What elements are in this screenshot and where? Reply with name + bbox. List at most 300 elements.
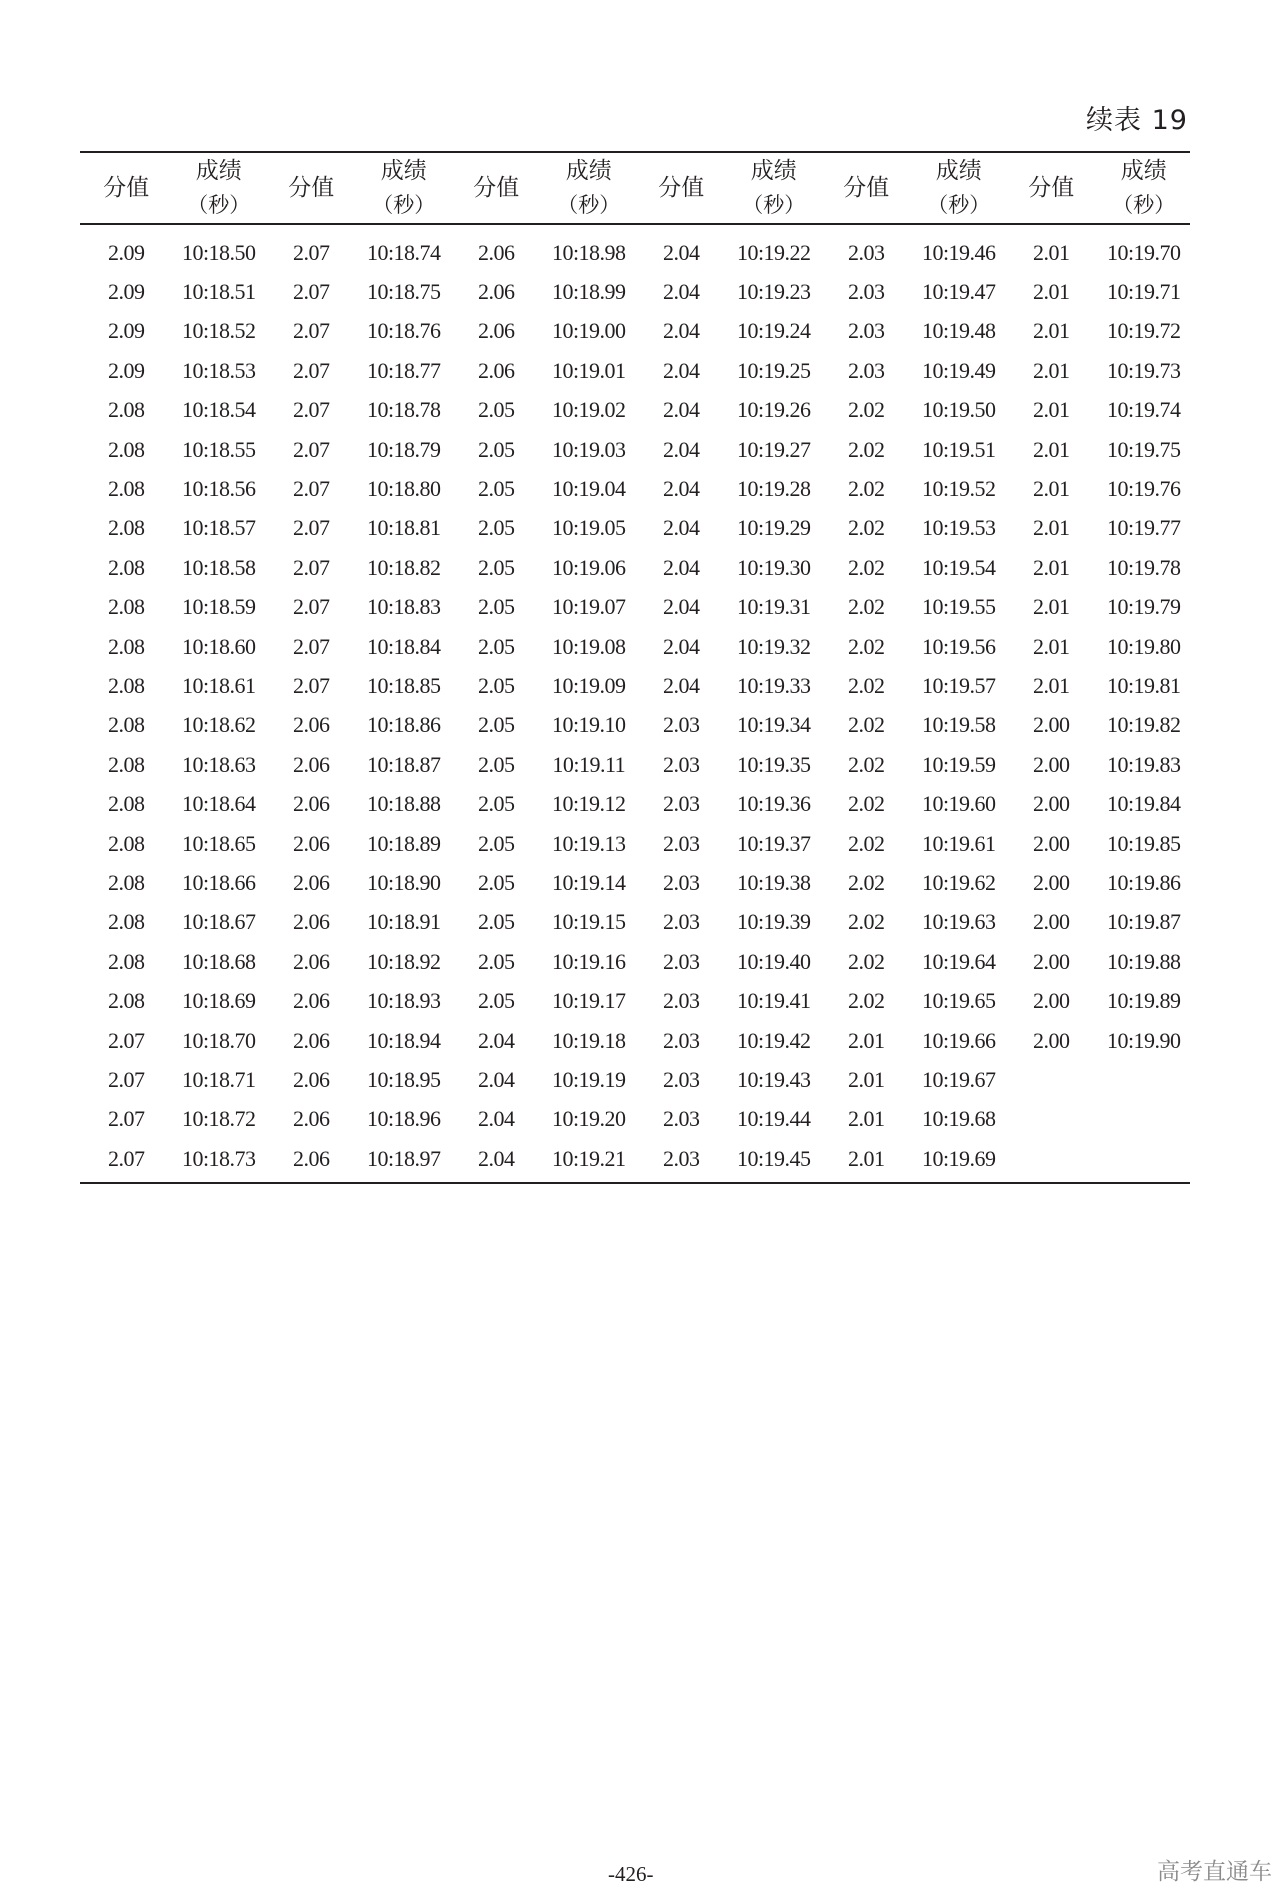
score-cell: 2.08 (108, 436, 145, 462)
score-cell: 2.03 (663, 869, 700, 895)
score-cell: 2.06 (293, 1145, 330, 1171)
time-cell: 10:18.71 (181, 1066, 256, 1092)
table-row (80, 863, 1190, 902)
table-row (80, 1139, 1190, 1183)
score-cell: 2.04 (663, 357, 700, 383)
score-cell: 2.05 (478, 594, 515, 620)
score-cell: 2.05 (478, 436, 515, 462)
score-cell: 2.07 (293, 672, 330, 698)
score-cell: 2.08 (108, 672, 145, 698)
time-cell: 10:19.55 (921, 594, 996, 620)
time-cell: 10:19.57 (921, 672, 996, 698)
time-cell: 10:19.83 (1106, 751, 1181, 777)
score-cell: 2.06 (293, 751, 330, 777)
time-cell: 10:19.67 (921, 1066, 996, 1092)
header-unit: （秒） (372, 193, 436, 217)
score-cell: 2.07 (293, 554, 330, 580)
time-cell (1098, 1139, 1191, 1183)
time-cell: 10:18.52 (181, 318, 256, 344)
header-score (80, 152, 173, 224)
time-cell: 10:19.64 (921, 948, 996, 974)
score-cell: 2.07 (293, 318, 330, 344)
time-cell: 10:18.65 (181, 830, 256, 856)
time-cell: 10:18.76 (366, 318, 441, 344)
score-cell: 2.00 (1033, 712, 1070, 738)
header-label: 成绩 (380, 158, 427, 184)
time-cell: 10:19.47 (921, 279, 996, 305)
score-cell: 2.04 (663, 318, 700, 344)
time-cell: 10:19.75 (1106, 436, 1181, 462)
table-row (80, 706, 1190, 745)
time-cell: 10:19.35 (736, 751, 811, 777)
score-cell: 2.04 (663, 239, 700, 265)
score-cell: 2.03 (663, 712, 700, 738)
score-cell: 2.02 (848, 476, 885, 502)
time-cell: 10:19.61 (921, 830, 996, 856)
score-cell: 2.05 (478, 397, 515, 423)
score-cell: 2.07 (293, 357, 330, 383)
header-label: 分值 (658, 175, 705, 201)
score-cell: 2.00 (1033, 830, 1070, 856)
table-row (80, 272, 1190, 311)
score-cell: 2.07 (293, 515, 330, 541)
table-row (80, 666, 1190, 705)
table-row (80, 1100, 1190, 1139)
time-cell: 10:19.28 (736, 476, 811, 502)
header-label: 分值 (1028, 175, 1075, 201)
time-cell: 10:19.16 (551, 948, 626, 974)
header-time (173, 152, 266, 224)
score-cell: 2.05 (478, 909, 515, 935)
score-cell: 2.01 (1033, 594, 1070, 620)
time-cell: 10:18.68 (181, 948, 256, 974)
score-cell: 2.04 (663, 436, 700, 462)
score-cell: 2.08 (108, 633, 145, 659)
time-cell: 10:19.40 (736, 948, 811, 974)
score-cell: 2.01 (1033, 436, 1070, 462)
score-cell: 2.03 (663, 830, 700, 856)
score-cell: 2.01 (848, 1027, 885, 1053)
time-cell: 10:19.50 (921, 397, 996, 423)
time-cell: 10:18.94 (366, 1027, 441, 1053)
score-cell: 2.05 (478, 830, 515, 856)
time-cell: 10:19.49 (921, 357, 996, 383)
header-label: 成绩 (750, 158, 797, 184)
time-cell: 10:18.72 (181, 1106, 256, 1132)
time-cell: 10:18.87 (366, 751, 441, 777)
time-cell: 10:19.48 (921, 318, 996, 344)
time-cell: 10:18.86 (366, 712, 441, 738)
time-cell: 10:19.59 (921, 751, 996, 777)
table-row (80, 224, 1190, 272)
score-cell: 2.02 (848, 869, 885, 895)
score-cell: 2.07 (108, 1106, 145, 1132)
time-cell: 10:19.26 (736, 397, 811, 423)
time-cell: 10:19.19 (551, 1066, 626, 1092)
time-cell: 10:19.45 (736, 1145, 811, 1171)
score-cell: 2.00 (1033, 751, 1070, 777)
time-cell: 10:19.73 (1106, 357, 1181, 383)
time-cell: 10:18.74 (366, 239, 441, 265)
score-cell: 2.07 (293, 594, 330, 620)
score-cell: 2.06 (478, 318, 515, 344)
score-cell: 2.03 (663, 1106, 700, 1132)
time-cell: 10:18.91 (366, 909, 441, 935)
score-cell: 2.07 (293, 476, 330, 502)
score-cell: 2.04 (478, 1066, 515, 1092)
score-cell: 2.05 (478, 672, 515, 698)
time-cell: 10:18.81 (366, 515, 441, 541)
header-unit: （秒） (557, 193, 621, 217)
score-cell: 2.03 (663, 1145, 700, 1171)
score-cell: 2.03 (848, 318, 885, 344)
table-row (80, 469, 1190, 508)
score-cell: 2.01 (1033, 633, 1070, 659)
header-score (450, 152, 543, 224)
time-cell: 10:19.37 (736, 830, 811, 856)
time-cell: 10:19.87 (1106, 909, 1181, 935)
time-cell: 10:19.14 (551, 869, 626, 895)
header-label: 成绩 (935, 158, 982, 184)
score-cell: 2.06 (293, 830, 330, 856)
time-cell: 10:19.72 (1106, 318, 1181, 344)
score-cell: 2.06 (293, 712, 330, 738)
score-cell: 2.01 (1033, 239, 1070, 265)
score-cell: 2.09 (108, 239, 145, 265)
header-label: 分值 (103, 175, 150, 201)
time-cell: 10:18.95 (366, 1066, 441, 1092)
time-cell: 10:18.83 (366, 594, 441, 620)
score-cell: 2.05 (478, 948, 515, 974)
score-cell: 2.07 (293, 279, 330, 305)
table-row (80, 903, 1190, 942)
score-cell: 2.09 (108, 318, 145, 344)
score-cell: 2.02 (848, 633, 885, 659)
score-cell: 2.07 (108, 1027, 145, 1053)
time-cell: 10:19.58 (921, 712, 996, 738)
header-time (543, 152, 636, 224)
header-unit: （秒） (187, 193, 251, 217)
score-cell: 2.07 (108, 1066, 145, 1092)
time-cell: 10:18.88 (366, 791, 441, 817)
score-cell: 2.02 (848, 397, 885, 423)
time-cell: 10:18.56 (181, 476, 256, 502)
time-cell: 10:19.80 (1106, 633, 1181, 659)
table-row (80, 824, 1190, 863)
time-cell: 10:18.60 (181, 633, 256, 659)
score-cell: 2.04 (663, 633, 700, 659)
table-caption: 续表 19 (1086, 105, 1188, 136)
score-cell: 2.06 (293, 988, 330, 1014)
time-cell: 10:19.02 (551, 397, 626, 423)
time-cell: 10:18.73 (181, 1145, 256, 1171)
time-cell: 10:19.54 (921, 554, 996, 580)
time-cell: 10:19.15 (551, 909, 626, 935)
score-cell: 2.03 (848, 279, 885, 305)
score-cell: 2.05 (478, 791, 515, 817)
time-cell: 10:19.27 (736, 436, 811, 462)
time-cell: 10:19.30 (736, 554, 811, 580)
time-cell: 10:19.63 (921, 909, 996, 935)
time-cell: 10:19.56 (921, 633, 996, 659)
time-cell: 10:18.98 (551, 239, 626, 265)
table-row (80, 627, 1190, 666)
table-row (80, 981, 1190, 1020)
score-cell: 2.01 (1033, 515, 1070, 541)
time-cell: 10:18.58 (181, 554, 256, 580)
header-score (820, 152, 913, 224)
time-cell: 10:18.69 (181, 988, 256, 1014)
table-row (80, 430, 1190, 469)
score-cell: 2.01 (848, 1066, 885, 1092)
time-cell: 10:19.18 (551, 1027, 626, 1053)
score-cell: 2.06 (293, 1027, 330, 1053)
score-cell: 2.06 (293, 948, 330, 974)
score-cell: 2.02 (848, 948, 885, 974)
score-cell: 2.06 (293, 1106, 330, 1132)
time-cell: 10:19.71 (1106, 279, 1181, 305)
time-cell: 10:19.70 (1106, 239, 1181, 265)
time-cell: 10:19.29 (736, 515, 811, 541)
score-cell: 2.02 (848, 594, 885, 620)
time-cell: 10:19.00 (551, 318, 626, 344)
time-cell: 10:18.92 (366, 948, 441, 974)
header-time (913, 152, 1006, 224)
time-cell: 10:19.77 (1106, 515, 1181, 541)
score-cell: 2.08 (108, 869, 145, 895)
score-cell: 2.02 (848, 751, 885, 777)
time-cell: 10:19.09 (551, 672, 626, 698)
score-cell: 2.01 (1033, 397, 1070, 423)
score-cell: 2.05 (478, 869, 515, 895)
score-cell: 2.01 (1033, 279, 1070, 305)
score-cell: 2.07 (293, 436, 330, 462)
score-cell: 2.02 (848, 791, 885, 817)
header-unit: （秒） (927, 193, 991, 217)
time-cell: 10:19.08 (551, 633, 626, 659)
header-unit: （秒） (1112, 193, 1176, 217)
time-cell: 10:19.76 (1106, 476, 1181, 502)
score-cell: 2.09 (108, 279, 145, 305)
time-cell: 10:18.96 (366, 1106, 441, 1132)
score-cell: 2.05 (478, 515, 515, 541)
time-cell: 10:18.78 (366, 397, 441, 423)
time-cell: 10:19.53 (921, 515, 996, 541)
score-cell: 2.00 (1033, 988, 1070, 1014)
score-cell: 2.04 (663, 515, 700, 541)
header-time (1098, 152, 1191, 224)
time-cell: 10:19.33 (736, 672, 811, 698)
time-cell: 10:19.01 (551, 357, 626, 383)
score-cell: 2.06 (478, 279, 515, 305)
time-cell: 10:18.50 (181, 239, 256, 265)
time-cell: 10:18.54 (181, 397, 256, 423)
time-cell: 10:19.25 (736, 357, 811, 383)
time-cell: 10:19.81 (1106, 672, 1181, 698)
score-cell: 2.03 (663, 948, 700, 974)
time-cell: 10:19.74 (1106, 397, 1181, 423)
score-cell: 2.06 (293, 1066, 330, 1092)
score-cell: 2.05 (478, 633, 515, 659)
time-cell: 10:19.52 (921, 476, 996, 502)
time-cell: 10:19.21 (551, 1145, 626, 1171)
time-cell: 10:18.51 (181, 279, 256, 305)
score-cell (1005, 1100, 1098, 1139)
time-cell: 10:19.38 (736, 869, 811, 895)
table-row (80, 942, 1190, 981)
score-cell: 2.05 (478, 751, 515, 777)
header-label: 成绩 (1120, 158, 1167, 184)
score-cell: 2.04 (663, 594, 700, 620)
time-cell: 10:19.88 (1106, 948, 1181, 974)
time-cell: 10:19.79 (1106, 594, 1181, 620)
header-score (265, 152, 358, 224)
time-cell: 10:19.11 (552, 751, 626, 777)
time-cell: 10:18.90 (366, 869, 441, 895)
table-body (80, 224, 1190, 1183)
time-cell: 10:19.42 (736, 1027, 811, 1053)
time-cell: 10:19.05 (551, 515, 626, 541)
score-cell: 2.08 (108, 397, 145, 423)
time-cell: 10:18.57 (181, 515, 256, 541)
score-cell: 2.02 (848, 436, 885, 462)
score-cell: 2.00 (1033, 948, 1070, 974)
time-cell: 10:19.24 (736, 318, 811, 344)
header-row (80, 152, 1190, 224)
score-cell: 2.02 (848, 672, 885, 698)
header-unit: （秒） (742, 193, 806, 217)
score-cell: 2.06 (478, 357, 515, 383)
score-cell: 2.08 (108, 948, 145, 974)
header-score (635, 152, 728, 224)
score-cell: 2.01 (1033, 476, 1070, 502)
table-row (80, 1021, 1190, 1060)
time-cell (1098, 1100, 1191, 1139)
score-cell: 2.01 (1033, 672, 1070, 698)
score-cell: 2.07 (293, 397, 330, 423)
time-cell: 10:19.66 (921, 1027, 996, 1053)
time-cell (1098, 1060, 1191, 1099)
score-cell: 2.01 (848, 1106, 885, 1132)
score-cell: 2.02 (848, 554, 885, 580)
table-row (80, 745, 1190, 784)
score-cell: 2.00 (1033, 1027, 1070, 1053)
score-cell: 2.02 (848, 712, 885, 738)
time-cell: 10:19.78 (1106, 554, 1181, 580)
time-cell: 10:19.36 (736, 791, 811, 817)
table-row (80, 312, 1190, 351)
time-cell: 10:19.31 (736, 594, 811, 620)
score-cell: 2.02 (848, 988, 885, 1014)
score-cell: 2.08 (108, 751, 145, 777)
time-cell: 10:19.03 (551, 436, 626, 462)
time-cell: 10:19.23 (736, 279, 811, 305)
time-cell: 10:19.84 (1106, 791, 1181, 817)
score-cell: 2.05 (478, 554, 515, 580)
score-cell: 2.03 (663, 751, 700, 777)
time-cell: 10:19.12 (551, 791, 626, 817)
time-cell: 10:18.67 (181, 909, 256, 935)
time-cell: 10:19.51 (921, 436, 996, 462)
score-cell: 2.08 (108, 830, 145, 856)
time-cell: 10:19.07 (551, 594, 626, 620)
table-row (80, 1060, 1190, 1099)
score-cell (1005, 1060, 1098, 1099)
score-cell: 2.02 (848, 909, 885, 935)
page-number: -426- (608, 1862, 654, 1886)
table-row (80, 588, 1190, 627)
time-cell: 10:18.89 (366, 830, 441, 856)
score-cell: 2.05 (478, 712, 515, 738)
time-cell: 10:19.44 (736, 1106, 811, 1132)
time-cell: 10:18.84 (366, 633, 441, 659)
time-cell: 10:18.97 (366, 1145, 441, 1171)
score-cell: 2.01 (848, 1145, 885, 1171)
time-cell: 10:19.39 (736, 909, 811, 935)
score-cell: 2.01 (1033, 554, 1070, 580)
header-score (1005, 152, 1098, 224)
score-cell: 2.03 (663, 1027, 700, 1053)
score-cell: 2.08 (108, 476, 145, 502)
header-label: 分值 (843, 175, 890, 201)
time-cell: 10:19.43 (736, 1066, 811, 1092)
time-cell: 10:19.22 (736, 239, 811, 265)
score-cell: 2.06 (478, 239, 515, 265)
header-time (728, 152, 821, 224)
time-cell: 10:19.90 (1106, 1027, 1181, 1053)
time-cell: 10:18.53 (181, 357, 256, 383)
time-cell: 10:18.55 (181, 436, 256, 462)
table-row (80, 391, 1190, 430)
header-label: 成绩 (565, 158, 612, 184)
score-cell: 2.00 (1033, 791, 1070, 817)
time-cell: 10:18.77 (366, 357, 441, 383)
score-cell: 2.03 (848, 357, 885, 383)
time-cell: 10:18.79 (366, 436, 441, 462)
score-cell: 2.08 (108, 988, 145, 1014)
time-cell: 10:18.64 (181, 791, 256, 817)
score-cell: 2.08 (108, 554, 145, 580)
time-cell: 10:18.85 (366, 672, 441, 698)
score-cell: 2.03 (663, 988, 700, 1014)
header-label: 分值 (288, 175, 335, 201)
header-label: 成绩 (195, 158, 242, 184)
time-cell: 10:19.65 (921, 988, 996, 1014)
score-cell: 2.07 (293, 633, 330, 659)
score-cell: 2.07 (293, 239, 330, 265)
score-table (80, 151, 1190, 1184)
score-cell: 2.08 (108, 515, 145, 541)
score-cell: 2.08 (108, 594, 145, 620)
time-cell: 10:19.68 (921, 1106, 996, 1132)
time-cell: 10:19.10 (551, 712, 626, 738)
score-cell: 2.08 (108, 909, 145, 935)
score-cell: 2.04 (663, 554, 700, 580)
score-cell: 2.07 (108, 1145, 145, 1171)
score-cell: 2.02 (848, 515, 885, 541)
time-cell: 10:18.93 (366, 988, 441, 1014)
score-cell: 2.04 (663, 397, 700, 423)
time-cell: 10:19.04 (551, 476, 626, 502)
score-cell: 2.08 (108, 712, 145, 738)
score-cell: 2.04 (663, 672, 700, 698)
score-cell: 2.06 (293, 791, 330, 817)
time-cell: 10:19.82 (1106, 712, 1181, 738)
score-cell: 2.04 (478, 1145, 515, 1171)
time-cell: 10:19.85 (1106, 830, 1181, 856)
time-cell: 10:19.20 (551, 1106, 626, 1132)
score-cell: 2.04 (478, 1106, 515, 1132)
